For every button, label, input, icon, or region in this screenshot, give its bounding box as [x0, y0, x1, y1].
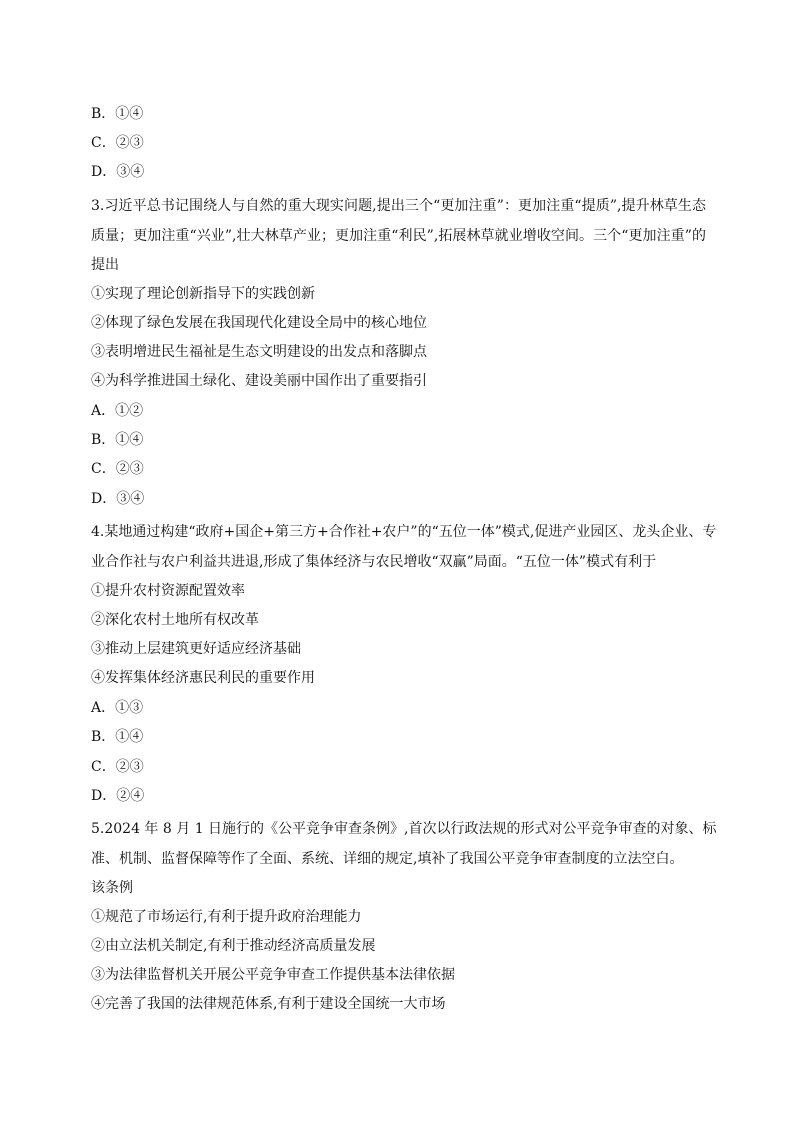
q3-stem-line-3: 提出 — [91, 257, 119, 273]
q4-item-4: ④发挥集体经济惠民利民的重要作用 — [91, 670, 315, 686]
q5-stem-line-2: 准、机制、监督保障等作了全面、系统、详细的规定,填补了我国公平竞争审查制度的立法空白。 — [91, 851, 684, 867]
q5-item-4: ④完善了我国的法律规范体系,有利于建设全国统一大市场 — [91, 996, 446, 1012]
q3-item-1: ①实现了理论创新指导下的实践创新 — [91, 286, 315, 302]
q3-item-3: ③表明增进民生福祉是生态文明建设的出发点和落脚点 — [91, 344, 427, 360]
q4-option-c: C．②③ — [91, 759, 144, 775]
q3-stem-line-2: 质量；更加注重“兴业”,壮大林草产业；更加注重“利民”,拓展林草就业增收空间。三个“更加注重”的 — [91, 228, 706, 244]
q2-option-c: C．②③ — [91, 135, 144, 151]
q4-item-1: ①提升农村资源配置效率 — [91, 583, 245, 599]
q2-option-b: B．①④ — [91, 106, 144, 122]
q3-option-b: B．①④ — [91, 432, 144, 448]
q5-stem-line-1: 5.2024 年 8 月 1 日施行的《公平竞争审查条例》,首次以行政法规的形式对公平竞争审查的对象、标 — [91, 821, 717, 837]
q3-option-a: A．①② — [91, 403, 144, 419]
q4-option-b: B．①④ — [91, 729, 144, 745]
q4-item-3: ③推动上层建筑更好适应经济基础 — [91, 641, 301, 657]
q5-stem-line-3: 该条例 — [91, 880, 133, 896]
q3-option-d: D．③④ — [91, 491, 145, 507]
q3-item-4: ④为科学推进国土绿化、建设美丽中国作出了重要指引 — [91, 373, 427, 389]
q5-item-2: ②由立法机关制定,有利于推动经济高质量发展 — [91, 938, 376, 954]
q3-item-2: ②体现了绿色发展在我国现代化建设全局中的核心地位 — [91, 315, 427, 331]
q4-option-d: D．②④ — [91, 788, 145, 804]
q4-item-2: ②深化农村土地所有权改革 — [91, 612, 259, 628]
q3-stem-line-1: 3.习近平总书记围绕人与自然的重大现实问题,提出三个“更加注重”：更加注重“提质”,提升林草生态 — [91, 198, 706, 214]
q3-option-c: C．②③ — [91, 461, 144, 477]
q4-option-a: A．①③ — [91, 700, 144, 716]
q5-item-3: ③为法律监督机关开展公平竞争审查工作提供基本法律依据 — [91, 967, 455, 983]
q4-stem-line-1: 4.某地通过构建“政府+国企+第三方+合作社+农户”的“五位一体”模式,促进产业园区、龙头企业、专 — [91, 524, 717, 540]
q2-option-d: D．③④ — [91, 164, 145, 180]
q4-stem-line-2: 业合作社与农户利益共进退,形成了集体经济与农民增收“双赢”局面。“五位一体”模式有利于 — [91, 554, 657, 570]
q5-item-1: ①规范了市场运行,有利于提升政府治理能力 — [91, 909, 362, 925]
